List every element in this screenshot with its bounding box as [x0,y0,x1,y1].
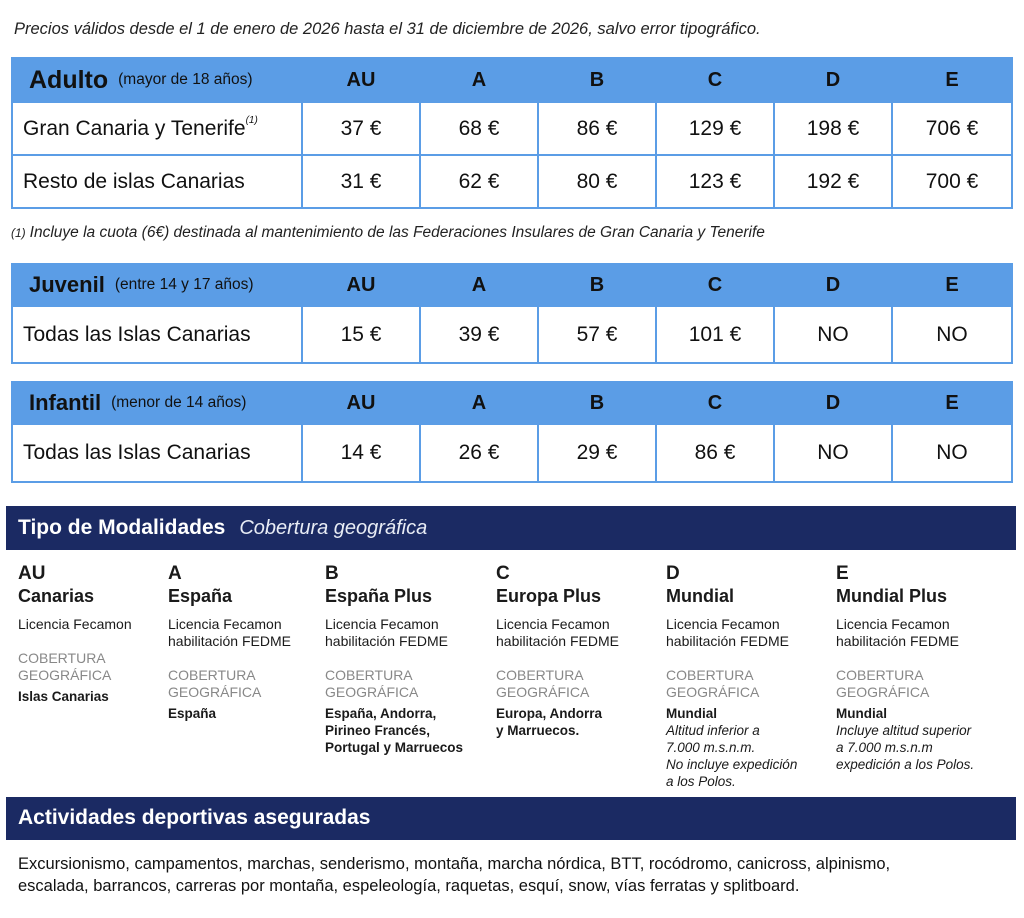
activities-line: escalada, barrancos, carreras por montaña, espeleología, raquetas, esquí, snow, vías ferratas y splitboard. [18,877,800,895]
modality-a [168,563,328,722]
coverage-label [18,650,178,684]
price-cell: 86 € [656,424,774,482]
column-header-c: C [656,264,774,306]
column-header-a: A [420,264,538,306]
price-cell: NO [892,424,1012,482]
coverage-line: Mundial [666,706,717,721]
modality-code: C [496,563,510,584]
modality-license [18,616,178,633]
category-title: Juvenil [29,272,105,297]
footnote [11,224,765,242]
column-header-b: B [538,58,656,102]
column-header-d: D [774,382,892,424]
table-row [12,155,1012,208]
price-cell: 706 € [892,102,1012,155]
coverage-line: Europa, Andorra [496,706,603,721]
license-line: habilitación FEDME [168,633,291,649]
footnote-text: Incluye la cuota (6€) destinada al mantenimiento de las Federaciones Insulares de Gran Canaria y Tenerife [29,224,765,241]
modality-c [496,563,656,739]
category-subtitle: (entre 14 y 17 años) [114,276,254,293]
price-cell: NO [892,306,1012,363]
modality-name: Canarias [18,586,95,606]
modality-license [666,616,826,650]
infantil-category-cell [12,382,302,424]
juvenil-category-cell [12,264,302,306]
coverage-label-line: COBERTURA [325,667,413,683]
column-header-d: D [774,58,892,102]
coverage-value [325,705,485,756]
coverage-line: Mundial [836,706,887,721]
price-cell: 700 € [892,155,1012,208]
coverage-label-line: GEOGRÁFICA [168,684,262,700]
modality-license [836,616,996,650]
modality-code: E [836,563,849,584]
license-line: Licencia Fecamon [325,616,439,632]
juvenil-header-row [12,264,1012,306]
modality-name: Europa Plus [496,586,602,606]
price-cell: 15 € [302,306,420,363]
activities-title: Actividades deportivas aseguradas [18,806,371,829]
activities-line: Excursionismo, campamentos, marchas, senderismo, montaña, marcha nórdica, BTT, rocódromo, canicross, alpinismo, [18,855,891,873]
coverage-line: Pirineo Francés, [325,723,431,738]
column-header-e: E [892,58,1012,102]
price-cell: 39 € [420,306,538,363]
price-cell: 129 € [656,102,774,155]
category-title: Infantil [29,390,102,415]
price-cell: 101 € [656,306,774,363]
modalities-subtitle: Cobertura geográfica [239,517,428,539]
modality-name: España Plus [325,586,433,606]
juvenil-price-table [11,263,1013,364]
modality-au [18,563,178,705]
modality-e [836,563,996,773]
price-cell: 68 € [420,102,538,155]
region-cell: Todas las Islas Canarias [12,424,302,482]
coverage-line: España, Andorra, [325,706,437,721]
validity-note: Precios válidos desde el 1 de enero de 2026 hasta el 31 de diciembre de 2026, salvo error tipográfico. [14,20,761,38]
coverage-label-line: GEOGRÁFICA [836,684,930,700]
license-line: habilitación FEDME [496,633,619,649]
price-cell: 198 € [774,102,892,155]
column-header-b: B [538,264,656,306]
footnote-mark: (1) [245,114,258,126]
coverage-value [18,688,178,705]
coverage-label-line: GEOGRÁFICA [325,684,419,700]
modality-license [168,616,328,650]
modality-name: Mundial [666,586,734,606]
modality-license [496,616,656,650]
price-cell: 29 € [538,424,656,482]
modality-name: España [168,586,233,606]
coverage-value [168,705,328,722]
price-cell: 31 € [302,155,420,208]
modalities-header [6,506,1016,550]
price-cell: 14 € [302,424,420,482]
modality-license [325,616,485,650]
modality-d [666,563,826,790]
license-line: Licencia Fecamon [836,616,950,632]
table-row [12,306,1012,363]
column-header-au: AU [302,264,420,306]
coverage-label-line: COBERTURA [666,667,754,683]
license-line: Licencia Fecamon [18,616,132,632]
price-cell: 86 € [538,102,656,155]
price-cell: 62 € [420,155,538,208]
license-line: habilitación FEDME [325,633,448,649]
note-line: 7.000 m.s.n.m. [666,740,756,755]
table-row [12,424,1012,482]
infantil-header-row [12,382,1012,424]
price-cell: 192 € [774,155,892,208]
modality-name: Mundial Plus [836,586,948,606]
price-cell: 37 € [302,102,420,155]
modality-note [836,722,996,773]
modality-code: A [168,563,182,584]
note-line: expedición a los Polos. [836,757,975,772]
license-line: Licencia Fecamon [496,616,610,632]
adult-price-table [11,57,1013,209]
column-header-a: A [420,58,538,102]
adult-category-cell [12,58,302,102]
note-line: Incluye altitud superior [836,723,972,738]
price-cell: NO [774,424,892,482]
category-subtitle: (menor de 14 años) [111,394,247,411]
region-cell: Resto de islas Canarias [12,155,302,208]
note-line: a los Polos. [666,774,736,789]
coverage-label [168,667,328,701]
coverage-value [496,705,656,739]
category-subtitle: (mayor de 18 años) [118,71,253,88]
coverage-label-line: GEOGRÁFICA [18,667,112,683]
modality-note [666,722,826,790]
coverage-label-line: COBERTURA [496,667,584,683]
coverage-label [325,667,485,701]
category-title: Adulto [29,65,109,94]
coverage-line: y Marruecos. [496,723,580,738]
coverage-label-line: COBERTURA [18,650,106,666]
price-cell: 80 € [538,155,656,208]
coverage-label-line: COBERTURA [836,667,924,683]
coverage-label-line: GEOGRÁFICA [496,684,590,700]
price-cell: 123 € [656,155,774,208]
license-line: habilitación FEDME [836,633,959,649]
region-label: Gran Canaria y Tenerife [23,116,246,140]
modality-code: B [325,563,339,584]
coverage-label [836,667,996,701]
column-header-c: C [656,58,774,102]
coverage-value [836,705,996,722]
coverage-label [666,667,826,701]
column-header-e: E [892,382,1012,424]
price-cell: 26 € [420,424,538,482]
modality-code: AU [18,563,46,584]
column-header-d: D [774,264,892,306]
region-cell [12,102,302,155]
column-header-a: A [420,382,538,424]
infantil-price-table [11,381,1013,483]
price-cell: NO [774,306,892,363]
region-cell: Todas las Islas Canarias [12,306,302,363]
column-header-au: AU [302,382,420,424]
coverage-line: España [168,706,217,721]
activities-list [18,853,1018,897]
coverage-label-line: COBERTURA [168,667,256,683]
coverage-value [666,705,826,722]
coverage-line: Portugal y Marruecos [325,740,464,755]
license-line: habilitación FEDME [666,633,789,649]
license-line: Licencia Fecamon [666,616,780,632]
activities-header [6,797,1016,840]
license-line: Licencia Fecamon [168,616,282,632]
modalities-title: Tipo de Modalidades [18,516,226,539]
coverage-label [496,667,656,701]
table-row [12,102,1012,155]
column-header-c: C [656,382,774,424]
note-line: No incluye expedición [666,757,798,772]
column-header-au: AU [302,58,420,102]
column-header-b: B [538,382,656,424]
note-line: a 7.000 m.s.n.m [836,740,933,755]
adult-header-row [12,58,1012,102]
modality-code: D [666,563,680,584]
note-line: Altitud inferior a [666,723,760,738]
price-cell: 57 € [538,306,656,363]
column-header-e: E [892,264,1012,306]
modality-b [325,563,485,756]
footnote-mark: (1) [11,226,26,240]
coverage-label-line: GEOGRÁFICA [666,684,760,700]
coverage-line: Islas Canarias [18,689,109,704]
